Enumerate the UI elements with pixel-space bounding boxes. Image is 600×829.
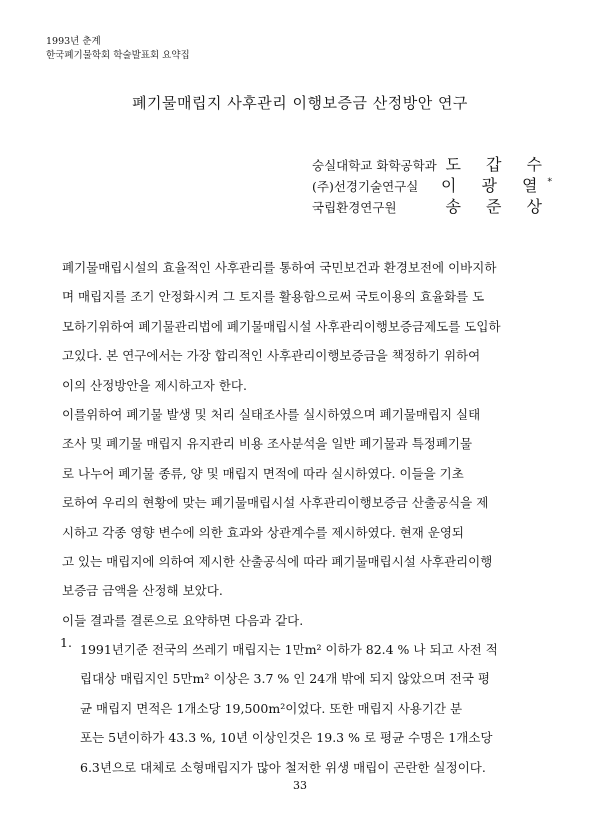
author-affiliation: 국립환경연구원 bbox=[312, 200, 397, 215]
conclusion-item bbox=[62, 635, 522, 782]
body-line: 조사 및 폐기물 매립지 유지관리 비용 조사분석을 일반 폐기물과 특정폐기물 bbox=[62, 436, 473, 452]
author-row bbox=[312, 173, 552, 194]
corresponding-mark: * bbox=[547, 177, 552, 188]
item-line: 1991년기준 전국의 쓰레기 매립지는 1만m² 이하가 82.4 % 나 되고 사전 적 bbox=[80, 642, 498, 658]
item-number: 1. bbox=[60, 635, 72, 651]
body-line: 보증금 금액을 산정해 보았다. bbox=[62, 583, 223, 599]
body-line: 이들 결과를 결론으로 요약하면 다음과 같다. bbox=[62, 612, 304, 628]
item-line: 균 매립지 면적은 1개소당 19,500m²이었다. 또한 매립지 사용기간 분 bbox=[80, 700, 463, 716]
body-line: 고 있는 매립지에 의하여 제시한 산출공식에 따라 폐기물매립시설 사후관리이행 bbox=[62, 553, 493, 569]
page-number: 33 bbox=[293, 779, 307, 792]
body-line: 로 나누어 폐기물 종류, 양 및 매립지 면적에 따라 실시하였다. 이들을 기초 bbox=[62, 465, 464, 481]
body-line: 모하기위하여 폐기물관리법에 폐기물매립시설 사후관리이행보증금제도를 도입하 bbox=[62, 318, 501, 334]
body-line: 시하고 각종 영향 변수에 의한 효과와 상관계수를 제시하였다. 현재 운영되 bbox=[62, 524, 464, 540]
abstract-body bbox=[62, 253, 522, 782]
item-line: 6.3년으로 대체로 소형매립지가 많아 철저한 위생 매립이 곤란한 실정이다. bbox=[80, 759, 486, 775]
paper-title: 폐기물매립지 사후관리 이행보증금 산정방안 연구 bbox=[132, 94, 468, 112]
author-row bbox=[312, 194, 552, 215]
author-name: 이 광 열* bbox=[440, 176, 552, 195]
author-affiliation: (주)선경기술연구실 bbox=[312, 179, 419, 194]
body-line: 이를위하여 폐기물 발생 및 처리 실태조사를 실시하였으며 폐기물매립지 실태 bbox=[62, 406, 481, 422]
author-affiliation: 숭실대학교 화학공학과 bbox=[312, 158, 437, 173]
header-season: 1993년 춘계 bbox=[46, 36, 101, 47]
proceedings-header bbox=[46, 35, 190, 63]
item-line: 립대상 매립지인 5만m² 이상은 3.7 % 인 24개 밖에 되지 않았으며 전국 평 bbox=[80, 671, 490, 687]
item-line: 포는 5년이하가 43.3 %, 10년 이상인것은 19.3 % 로 평균 수명은 1개소당 bbox=[80, 730, 493, 746]
body-line: 며 매립지를 조기 안정화시켜 그 토지를 활용함으로써 국토이용의 효율화를 도 bbox=[62, 289, 485, 305]
author-name: 도 갑 수 bbox=[445, 155, 552, 174]
body-line: 폐기물매립시설의 효율적인 사후관리를 통하여 국민보건과 환경보전에 이바지하 bbox=[62, 260, 497, 275]
header-proceedings: 한국폐기물학회 학술발표회 요약집 bbox=[46, 50, 190, 61]
body-line: 로하여 우리의 현황에 맞는 폐기물매립시설 사후관리이행보증금 산출공식을 제 bbox=[62, 495, 489, 511]
author-row bbox=[312, 152, 552, 173]
body-line: 고있다. 본 연구에서는 가장 합리적인 사후관리이행보증금을 책정하기 위하여 bbox=[62, 348, 481, 364]
author-name: 송 준 상 bbox=[445, 197, 552, 216]
author-block bbox=[312, 152, 552, 215]
body-line: 이의 산정방안을 제시하고자 한다. bbox=[62, 377, 247, 393]
